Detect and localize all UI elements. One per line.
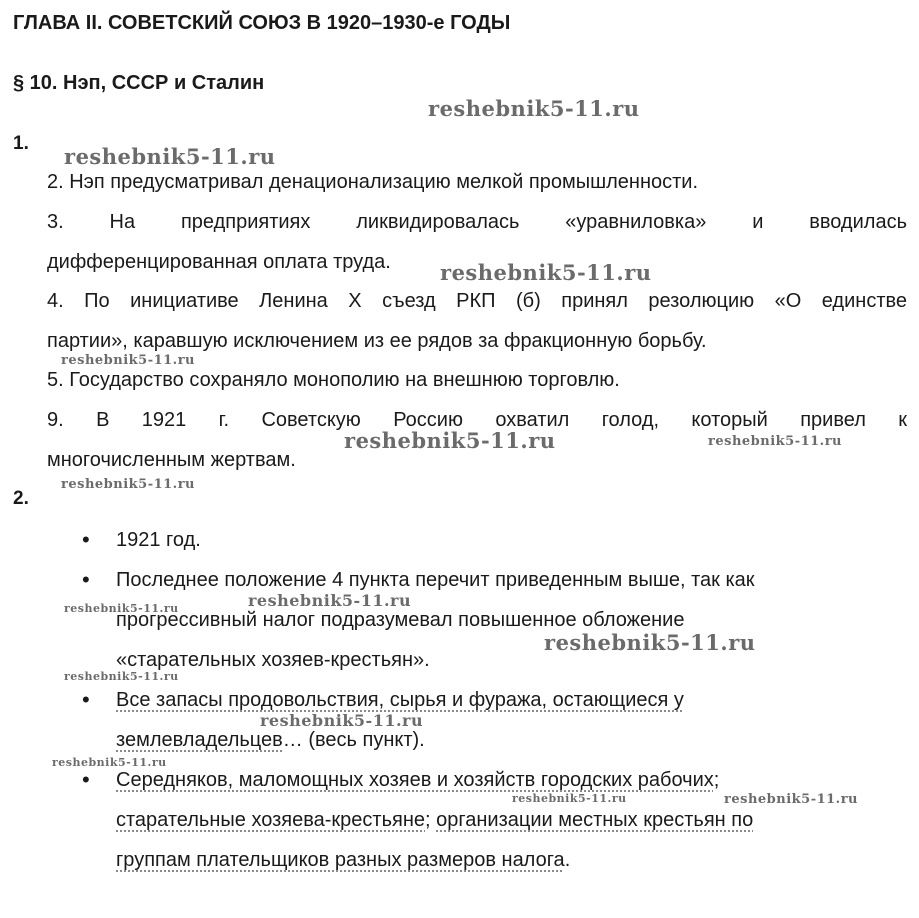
watermark: reshebnik5-11.ru xyxy=(61,477,196,492)
bullet-2-marker: • xyxy=(82,567,90,592)
bullet-3-marker: • xyxy=(82,687,90,712)
answer-item-3-line1: 3. На предприятиях ликвидировалась «уравниловка» и вводилась xyxy=(47,211,907,233)
bullet-3-line1: Все запасы продовольствия, сырья и фуража, остающиеся у xyxy=(116,689,684,711)
watermark: reshebnik5-11.ru xyxy=(64,144,276,169)
bullet-4-marker: • xyxy=(82,767,90,792)
watermark: reshebnik5-11.ru xyxy=(440,260,652,285)
bullet-4-line2 xyxy=(116,800,753,840)
bullet-4-line3 xyxy=(116,840,570,880)
bullet-4-line2-a: старательные хозяева-крестьяне xyxy=(116,809,426,831)
watermark: reshebnik5-11.ru xyxy=(64,670,179,683)
watermark: reshebnik5-11.ru xyxy=(512,792,627,805)
answer-item-4-line1: 4. По инициативе Ленина X съезд РКП (б) принял резолюцию «О единстве xyxy=(47,290,907,312)
watermark: reshebnik5-11.ru xyxy=(52,756,167,769)
watermark: reshebnik5-11.ru xyxy=(708,434,843,449)
watermark: reshebnik5-11.ru xyxy=(61,353,196,368)
answer-item-2: 2. Нэп предусматривал денационализацию мелкой промышленности. xyxy=(47,171,699,193)
bullet-4-line1-text: Середняков, маломощных хозяев и хозяйств городских рабочих xyxy=(116,769,714,791)
chapter-title: ГЛАВА II. СОВЕТСКИЙ СОЮЗ В 1920–1930-е ГОДЫ xyxy=(13,12,511,34)
watermark: reshebnik5-11.ru xyxy=(544,630,756,655)
answer-item-9-line2: многочисленным жертвам. xyxy=(47,449,296,471)
bullet-2-line2: прогрессивный налог подразумевал повышенное обложение xyxy=(116,609,685,631)
watermark: reshebnik5-11.ru xyxy=(344,428,556,453)
answer-item-4-line2: партии», каравшую исключением из ее рядов за фракционную борьбу. xyxy=(47,330,707,352)
watermark: reshebnik5-11.ru xyxy=(428,96,640,121)
bullet-4-line2-semicolon: ; xyxy=(425,809,431,831)
question-1-number: 1. xyxy=(13,133,29,154)
bullet-1-marker: • xyxy=(82,527,90,552)
watermark: reshebnik5-11.ru xyxy=(724,792,859,807)
watermark: reshebnik5-11.ru xyxy=(248,591,412,610)
bullet-1-text: 1921 год. xyxy=(116,529,201,551)
watermark: reshebnik5-11.ru xyxy=(64,602,179,615)
answer-item-3-line2: дифференцированная оплата труда. xyxy=(47,251,391,273)
answer-item-9-line1: 9. В 1921 г. Советскую Россию охватил голод, который привел к xyxy=(47,409,907,431)
answer-item-5: 5. Государство сохраняло монополию на внешнюю торговлю. xyxy=(47,369,620,391)
bullet-2-line3: «старательных хозяев-крестьян». xyxy=(116,649,430,671)
bullet-4-line3-period: . xyxy=(564,849,571,871)
watermark: reshebnik5-11.ru xyxy=(260,711,424,730)
bullet-4-line2-b: организации местных крестьян по xyxy=(436,809,754,831)
bullet-2-line1: Последнее положение 4 пункта перечит приведенным выше, так как xyxy=(116,569,755,591)
question-2-number: 2. xyxy=(13,488,29,509)
bullet-3-underlined-word: землевладельцев xyxy=(116,729,283,751)
section-title: § 10. Нэп, СССР и Сталин xyxy=(13,72,265,94)
bullet-4-line1-semicolon: ; xyxy=(713,769,720,791)
bullet-3-line2-rest: … (весь пункт). xyxy=(282,729,425,751)
bullet-4-line1 xyxy=(116,760,719,800)
bullet-4-line3-text: группам плательщиков разных размеров налога xyxy=(116,849,565,871)
